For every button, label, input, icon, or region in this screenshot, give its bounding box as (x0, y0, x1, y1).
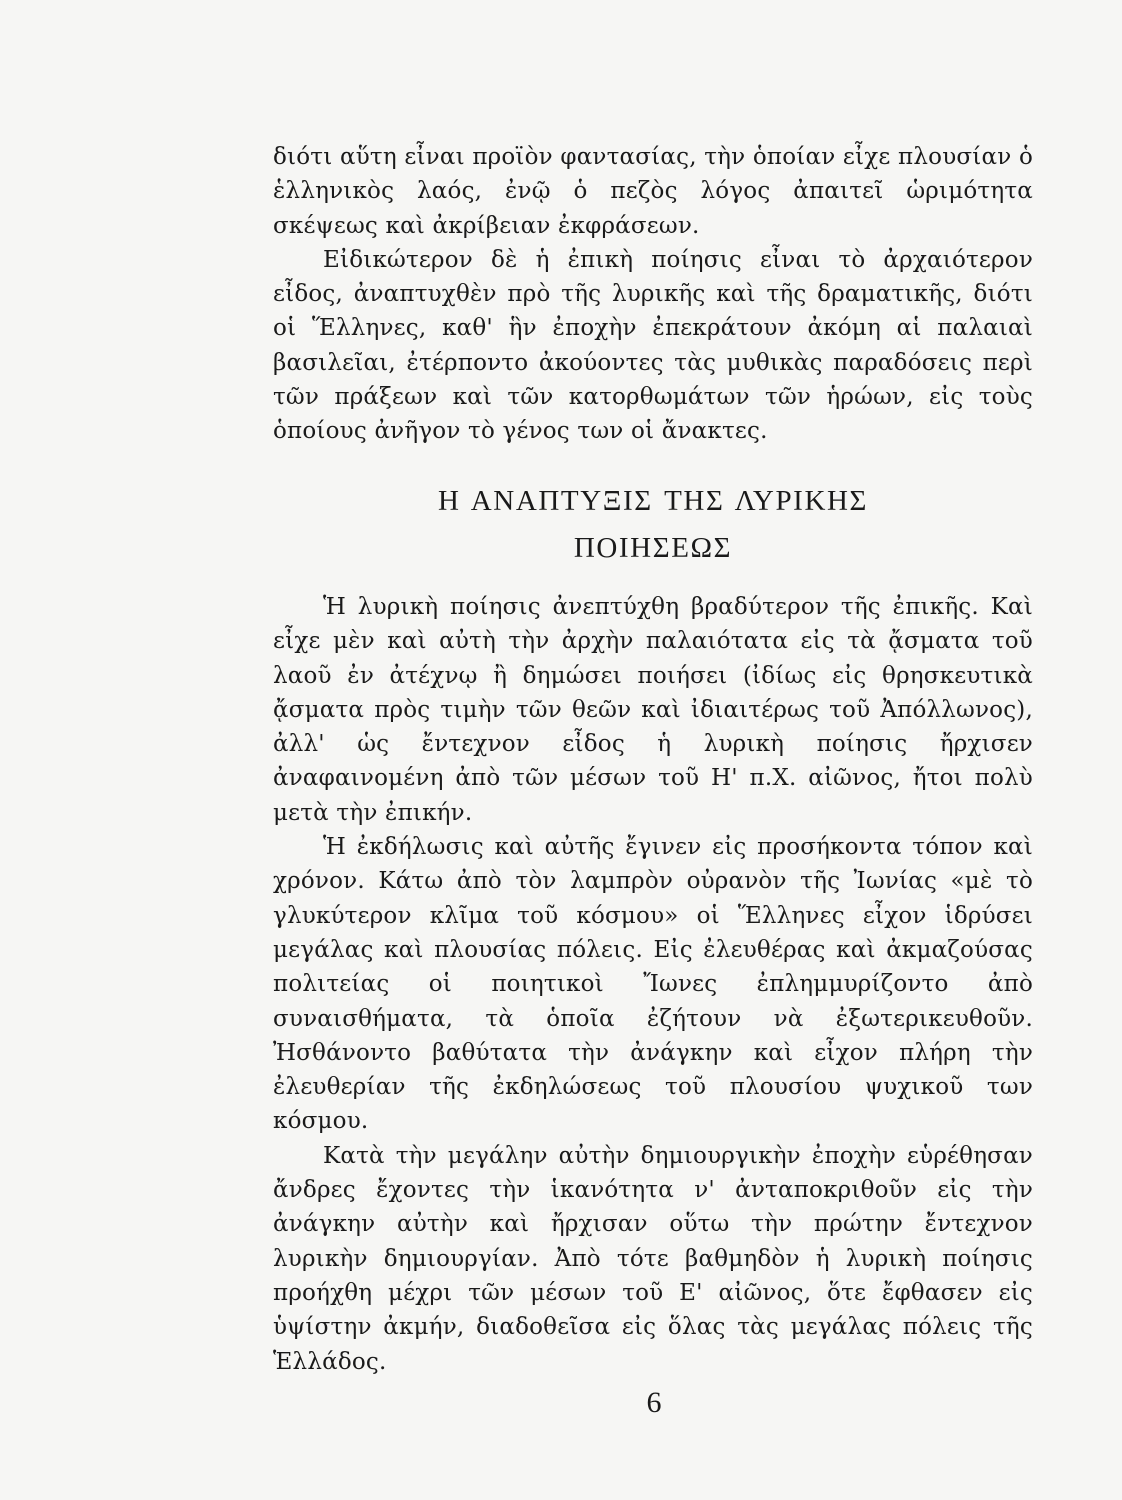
paragraph: διότι αὕτη εἶναι προϊὸν φαντασίας, τὴν ὁποίαν εἶχε πλουσίαν ὁ ἑλληνικὸς λαός, ἐνῷ ὁ πεζὸς λόγος ἀπαιτεῖ ὡριμότητα σκέψεως καὶ ἀκρίβειαν ἐκφράσεων. (273, 144, 1033, 239)
section-heading-line-1: Η ΑΝΑΠΤΥΞΙΣ ΤΗΣ ΛΥΡΙΚΗΣ (437, 485, 869, 517)
section-heading (273, 478, 1033, 572)
text-block-bottom (273, 590, 1033, 1379)
paragraph: Ἡ ἐκδήλωσις καὶ αὐτῆς ἔγινεν εἰς προσήκοντα τόπον καὶ χρόνον. Κάτω ἀπὸ τὸν λαμπρὸν οὐρανὸν τῆς Ἰωνίας «μὲ τὸ γλυκύτερον κλῖμα τοῦ κόσμου» οἱ Ἕλληνες εἶχον ἱδρύσει μεγάλας καὶ πλουσίας πόλεις. Εἰς ἐλευθέρας καὶ ἀκμαζούσας πολιτείας οἱ ποιητικοὶ Ἴωνες ἐπλημμυρίζοντο ἀπὸ συναισθήματα, τὰ ὁποῖα ἐζήτουν νὰ ἐξωτερικευθοῦν. Ἠσθάνοντο βαθύτατα τὴν ἀνάγκην καὶ εἶχον πλήρη τὴν ἐλευθερίαν τῆς ἐκδηλώσεως τοῦ πλουσίου ψυχικοῦ των κόσμου. (273, 834, 1033, 1135)
text-block-top (273, 140, 1033, 449)
paragraph: Εἰδικώτερον δὲ ἡ ἐπικὴ ποίησις εἶναι τὸ ἀρχαιότερον εἶδος, ἀναπτυχθὲν πρὸ τῆς λυρικῆς καὶ τῆς δραματικῆς, διότι οἱ Ἕλληνες, καθ' ἣν ἐποχὴν ἐπεκράτουν ἀκόμη αἱ παλαιαὶ βασιλεῖαι, ἐτέρποντο ἀκούοντες τὰς μυθικὰς παραδόσεις περὶ τῶν πράξεων καὶ τῶν κατορθωμάτων τῶν ἡρώων, εἰς τοὺς ὁποίους ἀνῆγον τὸ γένος των οἱ ἄνακτες. (273, 246, 1033, 445)
section-heading-line-2: ΠΟΙΗΣΕΩΣ (573, 532, 733, 564)
paragraph: Κατὰ τὴν μεγάλην αὐτὴν δημιουργικὴν ἐποχὴν εὑρέθησαν ἄνδρες ἔχοντες τὴν ἱκανότητα ν' ἀνταποκριθοῦν εἰς τὴν ἀνάγκην αὐτὴν καὶ ἤρχισαν οὕτω τὴν πρώτην ἔντεχνον λυρικὴν δημιουργίαν. Ἀπὸ τότε βαθμηδὸν ἡ λυρικὴ ποίησις προήχθη μέχρι τῶν μέσων τοῦ Ε' αἰῶνος, ὅτε ἔφθασεν εἰς ὑψίστην ἀκμήν, διαδοθεῖσα εἰς ὅλας τὰς μεγάλας πόλεις τῆς Ἑλλάδος. (273, 1142, 1033, 1375)
page-number: 6 (646, 1386, 662, 1419)
paragraph: Ἡ λυρικὴ ποίησις ἀνεπτύχθη βραδύτερον τῆς ἐπικῆς. Καὶ εἶχε μὲν καὶ αὐτὴ τὴν ἀρχὴν παλαιότατα εἰς τὰ ᾄσματα τοῦ λαοῦ ἐν ἀτέχνῳ ἢ δημώσει ποιήσει (ἰδίως εἰς θρησκευτικὰ ᾄσματα πρὸς τιμὴν τῶν θεῶν καὶ ἰδιαιτέρως τοῦ Ἀπόλλωνος), ἀλλ' ὡς ἔντεχνον εἶδος ἡ λυρικὴ ποίησις ἤρχισεν ἀναφαινομένη ἀπὸ τῶν μέσων τοῦ Η' π.Χ. αἰῶνος, ἤτοι πολὺ μετὰ τὴν ἐπικήν. (273, 594, 1033, 826)
